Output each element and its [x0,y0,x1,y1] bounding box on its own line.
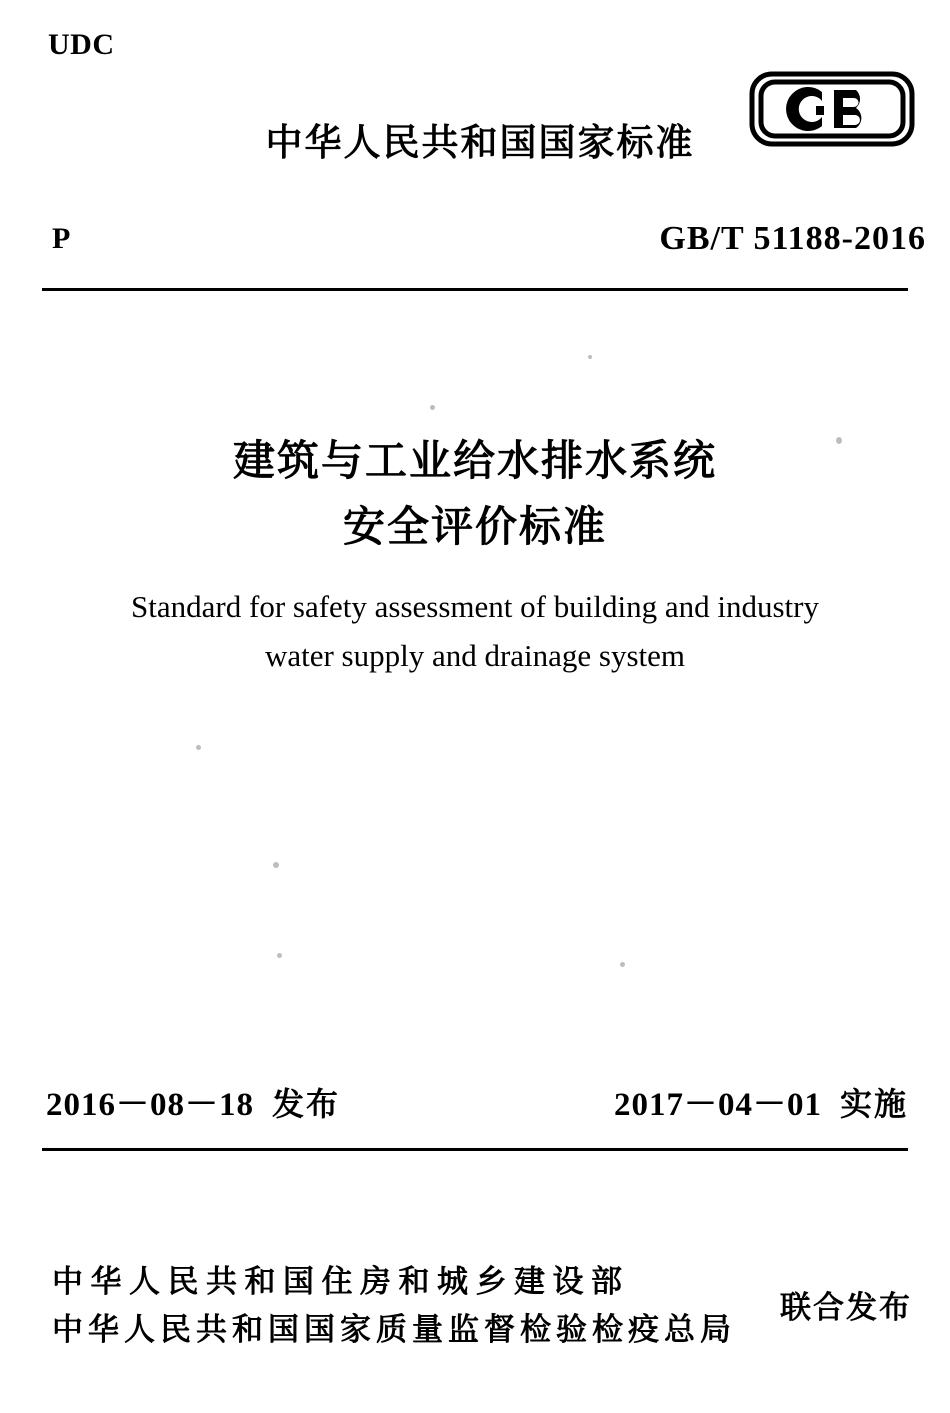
effective-date-group [614,1078,908,1125]
scan-speck [620,962,625,967]
publisher-block [52,1258,752,1354]
standard-number: GB/T 51188-2016 [659,220,926,257]
scan-speck [430,405,435,410]
page-subtitle [0,582,950,680]
national-standard-title: 中华人民共和国国家标准 [265,121,695,164]
effective-date: 2017－04－01 [613,1087,822,1123]
publisher-line-2: 中华人民共和国国家质量监督检验检疫总局 [52,1312,736,1348]
scan-speck [836,437,842,444]
issue-date-group [46,1078,340,1125]
udc-label: UDC [48,28,115,61]
date-row [42,1078,908,1124]
publisher-line-1: 中华人民共和国住房和城乡建设部 [52,1264,630,1300]
top-divider [42,288,908,291]
page-title-line1: 建筑与工业给水排水系统 [232,436,717,485]
page-subtitle-line2: water supply and drainage system [264,638,686,673]
scan-speck [277,953,282,958]
page-subtitle-line1: Standard for safety assessment of building and industry [131,589,819,624]
issue-label: 发布 [272,1085,341,1123]
classification-mark: P [52,222,71,255]
page-title [0,428,950,560]
page-title-line2: 安全评价标准 [342,502,607,551]
bottom-divider [42,1148,908,1151]
effective-label: 实施 [839,1085,908,1123]
gb-logo-icon [742,62,922,157]
scan-speck [273,862,279,868]
issue-date: 2016－08－18 [46,1087,254,1123]
joint-publish-label: 联合发布 [780,1290,912,1326]
scan-speck [588,355,592,359]
scan-speck [196,745,201,750]
